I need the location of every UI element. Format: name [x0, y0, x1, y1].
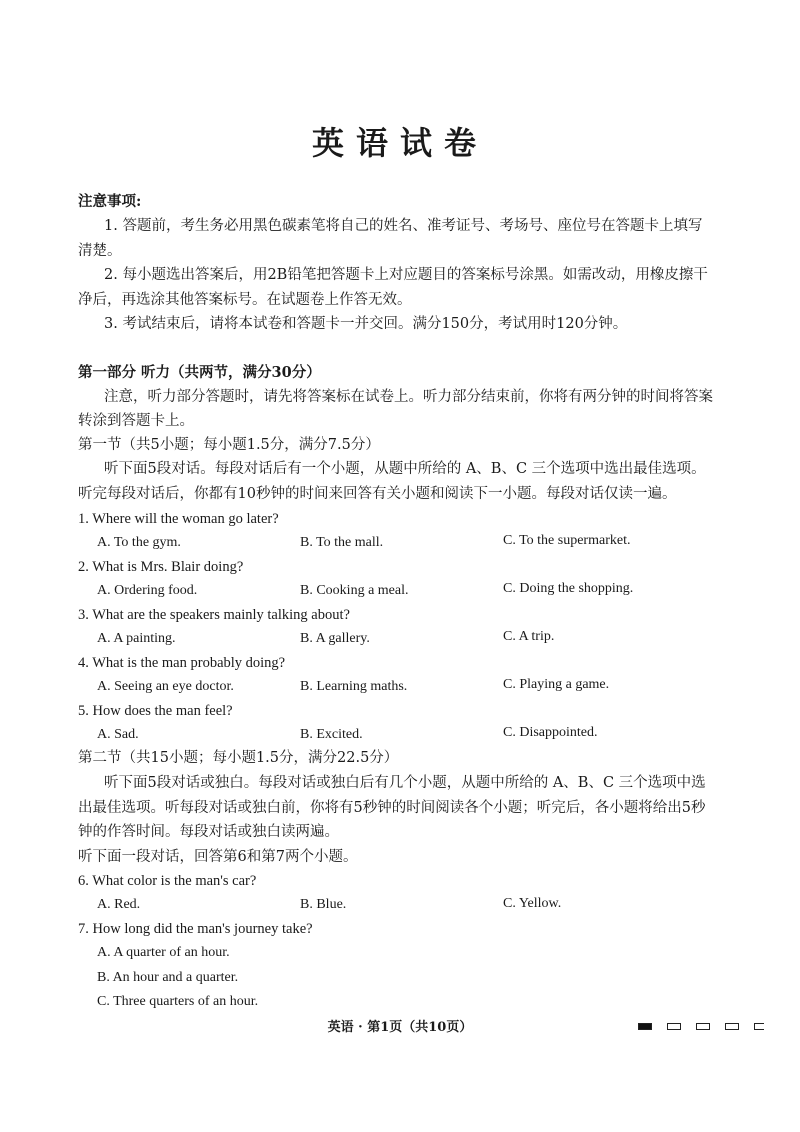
- option-c: C. Disappointed.: [503, 725, 598, 740]
- part1-intro-line: 注意，听力部分答题时，请先将答案标在试卷上。听力部分结束前，你将有两分钟的时间将答案: [104, 389, 713, 405]
- option-a: A. Seeing an eye doctor.: [97, 679, 234, 694]
- notice-line: 3. 考试结束后，请将本试卷和答题卡一并交回。满分150分，考试用时120分钟。: [104, 316, 628, 332]
- question-text: 2. What is Mrs. Blair doing?: [78, 559, 244, 575]
- option-a: A. Ordering food.: [97, 583, 198, 598]
- question-text: 4. What is the man probably doing?: [78, 655, 286, 671]
- question-text: 7. How long did the man's journey take?: [78, 921, 313, 937]
- option-b: B. Blue.: [300, 897, 347, 912]
- option-b: B. Learning maths.: [300, 679, 408, 694]
- scan-mark: [638, 1023, 652, 1030]
- option-b: B. To the mall.: [300, 535, 384, 550]
- option-c: C. Playing a game.: [503, 677, 610, 692]
- notice-line: 净后，再选涂其他答案标号。在试题卷上作答无效。: [78, 292, 412, 308]
- section2-intro-line: 出最佳选项。听每段对话或独白前，你将有5秒钟的时间阅读各个小题；听完后，各小题将给出5秒: [78, 800, 706, 816]
- option-a: A. A painting.: [97, 631, 176, 646]
- section1-heading: 第一节（共5小题；每小题1.5分，满分7.5分）: [78, 437, 380, 453]
- option-c: C. A trip.: [503, 629, 555, 644]
- scan-mark: [725, 1023, 739, 1030]
- option-b: B. An hour and a quarter.: [97, 970, 239, 985]
- question-text: 3. What are the speakers mainly talking about?: [78, 607, 350, 623]
- option-b: B. A gallery.: [300, 631, 370, 646]
- question-text: 6. What color is the man's car?: [78, 873, 257, 889]
- page-title: 英语试卷: [311, 124, 488, 162]
- question-text: 5. How does the man feel?: [78, 703, 233, 719]
- option-c: C. Yellow.: [503, 896, 562, 911]
- option-b: B. Excited.: [300, 727, 363, 742]
- part1-heading: 第一部分 听力（共两节，满分30分）: [78, 364, 321, 381]
- notice-heading: 注意事项:: [78, 193, 142, 210]
- section2-intro-line: 钟的作答时间。每段对话或独白读两遍。: [78, 824, 339, 840]
- scan-mark: [754, 1023, 764, 1030]
- part1-intro-line: 转涂到答题卡上。: [78, 413, 194, 429]
- option-c: C. Doing the shopping.: [503, 581, 634, 596]
- option-c: C. Three quarters of an hour.: [97, 994, 259, 1009]
- scan-mark: [696, 1023, 710, 1030]
- option-a: A. Red.: [97, 897, 141, 912]
- section1-intro-line: 听下面5段对话。每段对话后有一个小题，从题中所给的 A、B、C 三个选项中选出最佳选项。: [104, 461, 706, 477]
- option-a: A. To the gym.: [97, 535, 181, 550]
- dialog-intro: 听下面一段对话，回答第6和第7两个小题。: [78, 849, 358, 865]
- notice-line: 2. 每小题选出答案后，用2B铅笔把答题卡上对应题目的答案标号涂黑。如需改动，用橡皮擦干: [104, 267, 708, 283]
- question-text: 1. Where will the woman go later?: [78, 511, 279, 527]
- section2-heading: 第二节（共15小题；每小题1.5分，满分22.5分）: [78, 750, 399, 766]
- option-c: C. To the supermarket.: [503, 533, 631, 548]
- scan-mark: [667, 1023, 681, 1030]
- section2-intro-line: 听下面5段对话或独白。每段对话或独白后有几个小题，从题中所给的 A、B、C 三个选项中选: [104, 775, 706, 791]
- notice-line: 清楚。: [78, 243, 122, 259]
- notice-line: 1. 答题前，考生务必用黑色碳素笔将自己的姓名、准考证号、考场号、座位号在答题卡上填写: [104, 218, 703, 234]
- option-a: A. A quarter of an hour.: [97, 945, 230, 960]
- option-b: B. Cooking a meal.: [300, 583, 409, 598]
- page-footer: 英语 · 第1页（共10页）: [327, 1020, 473, 1035]
- section1-intro-line: 听完每段对话后，你都有10秒钟的时间来回答有关小题和阅读下一小题。每段对话仅读一遍。: [78, 486, 677, 502]
- option-a: A. Sad.: [97, 727, 139, 742]
